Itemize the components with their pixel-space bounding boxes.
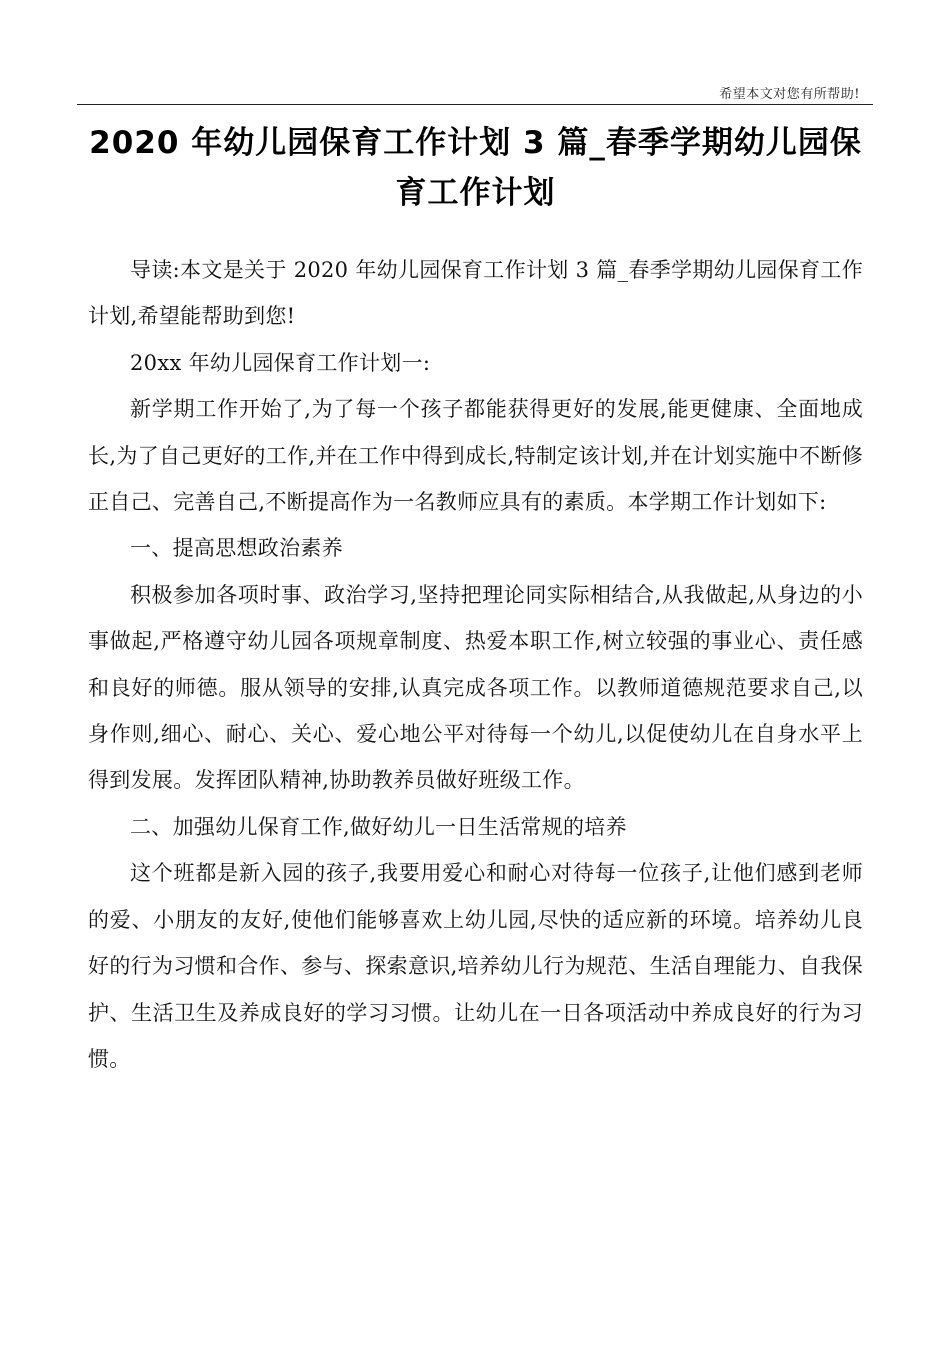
body-paragraph: 新学期工作开始了,为了每一个孩子都能获得更好的发展,能更健康、全面地成长,为了自己更好的工作,并在工作中得到成长,特制定该计划,并在计划实施中不断修正自己、完善自己,不断提高作为一名教师应具有的素质。本学期工作计划如下: — [88, 397, 863, 515]
document-title: 2020 年幼儿园保育工作计划 3 篇_春季学期幼儿园保育工作计划 — [89, 125, 862, 211]
body-paragraph: 这个班都是新入园的孩子,我要用爱心和耐心对待每一位孩子,让他们感到老师的爱、小朋友的友好,使他们能够喜欢上幼儿园,尽快的适应新的环境。培养幼儿良好的行为习惯和合作、参与、探索意识,培养幼儿行为规范、生活自理能力、自我保护、生活卫生及养成良好的学习习惯。让幼儿在一日各项活动中养成良好的行为习惯。 — [88, 861, 863, 1071]
section-heading: 二、加强幼儿保育工作,做好幼儿一日生活常规的培养 — [130, 814, 627, 839]
section-heading: 一、提高思想政治素养 — [130, 536, 343, 561]
header-divider — [77, 104, 873, 105]
intro-paragraph: 导读:本文是关于 2020 年幼儿园保育工作计划 3 篇_春季学期幼儿园保育工作计划,希望能帮助到您! — [88, 258, 863, 329]
body-paragraph: 积极参加各项时事、政治学习,坚持把理论同实际相结合,从我做起,从身边的小事做起,严格遵守幼儿园各项规章制度、热爱本职工作,树立较强的事业心、责任感和良好的师德。服从领导的安排,认真完成各项工作。以教师道德规范要求自己,以身作则,细心、耐心、关心、爱心地公平对待每一个幼儿,以促使幼儿在自身水平上得到发展。发挥团队精神,协助教养员做好班级工作。 — [88, 582, 863, 793]
document-body — [88, 247, 863, 1082]
header-note: 希望本文对您有所帮助! — [719, 87, 860, 102]
plan-heading: 20xx 年幼儿园保育工作计划一: — [130, 350, 431, 375]
